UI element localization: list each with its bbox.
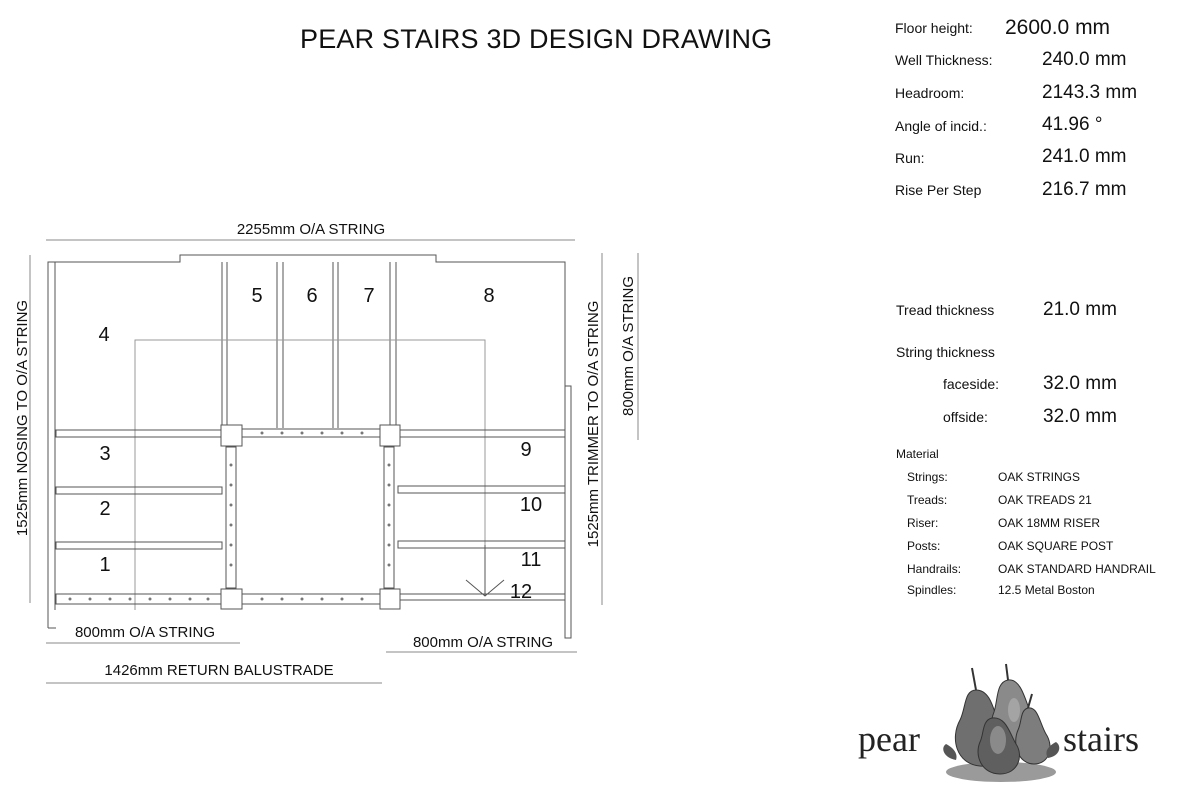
- step-number: 2: [99, 498, 111, 520]
- step-number: 8: [483, 285, 495, 307]
- spec-label: Well Thickness:: [895, 52, 993, 68]
- spec-value: 2600.0 mm: [1005, 16, 1111, 39]
- dimension-left: 1525mm NOSING TO O/A STRING: [14, 299, 31, 537]
- step-number: 9: [520, 439, 532, 461]
- step-number: 12: [509, 581, 533, 603]
- pear-icon: [936, 660, 1066, 785]
- newel-post: [380, 589, 400, 609]
- spec-value: 2143.3 mm: [1042, 82, 1138, 103]
- step-number: 1: [99, 554, 111, 576]
- logo-word-right: stairs: [1063, 719, 1139, 759]
- material-value: OAK 18MM RISER: [998, 516, 1101, 530]
- step-number: 5: [251, 285, 263, 307]
- material-label: Posts:: [907, 539, 941, 553]
- step-number: 11: [520, 549, 542, 571]
- dimension-right-inner: 1525mm TRIMMER TO O/A STRING: [585, 300, 602, 548]
- faceside-value: 32.0 mm: [1043, 373, 1117, 394]
- material-label: Treads:: [907, 493, 948, 507]
- logo-word-left: pear: [858, 719, 920, 759]
- offside-value: 32.0 mm: [1043, 406, 1117, 427]
- material-value: OAK SQUARE POST: [998, 539, 1114, 553]
- offside-label: offside:: [943, 409, 988, 425]
- material-label: Spindles:: [907, 583, 957, 597]
- material-value: OAK STANDARD HANDRAIL: [998, 562, 1156, 576]
- dimension-balustrade: 1426mm RETURN BALUSTRADE: [104, 662, 334, 679]
- material-label: Strings:: [907, 470, 948, 484]
- dimension-bottom-left: 800mm O/A STRING: [74, 624, 216, 641]
- spec-label: Rise Per Step: [895, 182, 982, 198]
- tread-thickness-value: 21.0 mm: [1043, 299, 1117, 320]
- spec-value: 41.96 °: [1042, 114, 1103, 135]
- material-value: OAK TREADS 21: [998, 493, 1092, 507]
- material-value: OAK STRINGS: [998, 470, 1081, 484]
- step-number: 7: [363, 285, 375, 307]
- newel-post: [221, 589, 242, 609]
- right-string-lower: [565, 386, 571, 638]
- step-number: 3: [99, 443, 111, 465]
- spec-label: Floor height:: [895, 20, 973, 36]
- material-label: Riser:: [907, 516, 939, 530]
- step-number: 4: [98, 324, 110, 346]
- newel-post: [221, 425, 242, 446]
- step-number: 10: [519, 494, 543, 516]
- material-value: 12.5 Metal Boston: [998, 583, 1095, 597]
- faceside-label: faceside:: [943, 376, 1000, 392]
- spec-value: 240.0 mm: [1042, 49, 1127, 70]
- tread-thickness-label: Tread thickness: [896, 302, 995, 318]
- spec-label: Angle of incid.:: [895, 118, 987, 134]
- dimension-top: 2255mm O/A STRING: [236, 221, 386, 238]
- spec-label: Run:: [895, 150, 925, 166]
- dimension-right-outer: 800mm O/A STRING: [620, 275, 637, 417]
- spec-value: 241.0 mm: [1042, 146, 1127, 167]
- newel-post: [380, 425, 400, 446]
- outer-string-outline: [48, 255, 565, 630]
- step-number: 6: [306, 285, 318, 307]
- material-heading: Material: [896, 447, 939, 461]
- spec-label: Headroom:: [895, 85, 965, 101]
- material-label: Handrails:: [907, 562, 962, 576]
- dimension-bottom-right: 800mm O/A STRING: [412, 634, 554, 651]
- spec-value: 216.7 mm: [1042, 179, 1127, 200]
- page-title: PEAR STAIRS 3D DESIGN DRAWING: [300, 24, 773, 54]
- string-thickness-label: String thickness: [896, 344, 995, 360]
